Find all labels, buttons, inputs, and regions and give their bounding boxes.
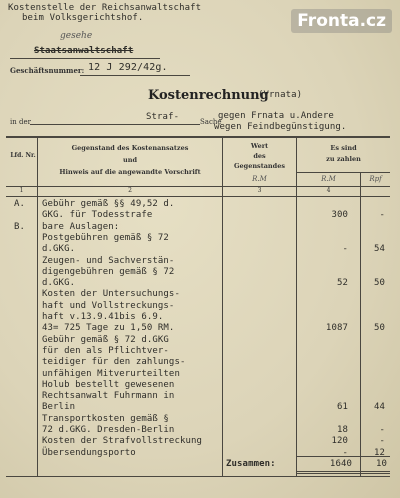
row-amount-rpf: 54 (373, 244, 385, 255)
colnum-3: 3 (257, 187, 262, 194)
row-text: Kosten der Untersuchungs- (42, 289, 180, 300)
row-text: Berlin (42, 402, 76, 413)
row-amount-rm: 52 (336, 278, 348, 289)
row-text: 72 d.GKG. Dresden-Berlin (42, 425, 175, 435)
struck-office-name: Staatsanwaltschaft (34, 46, 134, 56)
total-double-line-1 (296, 471, 390, 472)
row-text: unfähigen Mitverurteilten (42, 368, 180, 379)
table-colnum-border (6, 196, 390, 197)
header-col-value-2: des (253, 152, 266, 160)
row-amount-rm: 120 (331, 436, 348, 447)
row-text: d.GKG. (42, 278, 76, 289)
row-text: Holub bestellt gewesenen (42, 379, 175, 390)
row-amount-rm: 300 (331, 210, 348, 221)
row-amount-rm: 61 (336, 402, 348, 413)
row-text: Transportkosten gemäß § (42, 413, 169, 424)
row-text: Zeugen- und Sachverstän- (42, 255, 175, 266)
header-line-1: Kostenstelle der Reichsanwaltschaft (8, 3, 202, 13)
file-number-value: 12 J 292/42g. (88, 62, 168, 73)
case-against-line: gegen Frnata u.Andere (218, 111, 334, 121)
header-col-pay-unit-rpf: Rpf (369, 175, 382, 183)
row-text: Gebühr gemäß § 72 d.GKG (42, 334, 169, 345)
row-amount-rm: - (342, 447, 348, 458)
header-col-subject-2: und (123, 156, 137, 164)
total-double-line-2 (296, 473, 390, 474)
row-text: 43= 725 Tage zu 1,50 RM. (42, 323, 175, 334)
row-text: haft v.13.9.41bis 6.9. (42, 312, 164, 322)
row-text: Postgebühren gemäß § 72 (42, 232, 169, 243)
header-underline-1 (10, 58, 160, 59)
header-col-pay-unit-rm: R.M (321, 175, 336, 183)
total-rpf: 10 (375, 459, 387, 469)
row-number: A. (14, 199, 26, 209)
row-text: Kosten der Strafvollstreckung (42, 436, 203, 447)
header-col-value-1: Wert (250, 142, 269, 150)
row-text: bare Auslagen: (42, 221, 120, 232)
row-number: B. (14, 221, 26, 232)
amount-subheader-line (296, 172, 390, 173)
handwritten-mark: gesehe (60, 31, 93, 41)
document-title: Kostenrechnung (148, 88, 269, 103)
case-reason-line: wegen Feindbegünstigung. (214, 122, 347, 132)
header-col-pay-2: zu zahlen (326, 155, 361, 163)
header-col-value-unit: R.M (252, 175, 267, 183)
row-text: d.GKG. (42, 244, 76, 255)
table-top-border (6, 136, 390, 138)
file-number-underline (80, 75, 190, 76)
case-in-der-label: in der (10, 118, 31, 126)
row-text: haft und Vollstreckungs- (42, 300, 175, 311)
header-col-nr: Lfd. Nr. (10, 152, 36, 159)
total-rm: 1640 (329, 459, 352, 469)
header-col-subject-1: Gegenstand des Kostenansatzes (71, 144, 189, 152)
title-name: (Vrnata) (258, 90, 303, 100)
row-text: GKG. für Todesstrafe (42, 210, 153, 221)
colnum-1: 1 (19, 187, 24, 194)
case-underline (30, 124, 200, 125)
row-amount-rpf: - (379, 436, 385, 447)
row-amount-rm: - (342, 244, 348, 255)
row-amount-rm: 18 (336, 425, 348, 435)
colnum-4: 4 (326, 187, 331, 194)
header-col-subject-3: Hinweis auf die angewandte Vorschrift (59, 168, 201, 176)
row-text: Gebühr gemäß §§ 49,52 d. (42, 199, 175, 209)
header-line-2: beim Volksgerichtshof. (22, 13, 144, 23)
colnum-2: 2 (128, 187, 132, 194)
row-text: Rechtsanwalt Fuhrmann in (42, 391, 175, 402)
table-bottom-border (6, 476, 390, 477)
row-amount-rpf: 50 (373, 323, 385, 334)
header-col-value-3: Gegenstandes (233, 162, 286, 170)
row-amount-rpf: - (379, 210, 385, 221)
row-text: für den als Pflichtver- (42, 345, 169, 356)
case-type-value: Straf- (146, 112, 180, 122)
case-sache-label: Sache (200, 118, 222, 126)
row-amount-rm: 1087 (325, 323, 348, 334)
row-amount-rpf: 44 (373, 402, 385, 413)
file-number-label: Geschäftsnummer: (10, 66, 85, 75)
total-top-line (296, 456, 390, 457)
row-amount-rpf: 12 (373, 447, 385, 458)
total-label: Zusammen: (226, 459, 276, 469)
row-text: teidiger für den zahlungs- (42, 357, 186, 368)
row-text: Übersendungsporto (42, 447, 136, 458)
header-col-pay-1: Es sind (330, 144, 357, 152)
row-amount-rpf: - (379, 425, 385, 435)
row-amount-rpf: 50 (373, 278, 385, 289)
row-text: digengebühren gemäß § 72 (42, 266, 175, 277)
watermark-logo: Fronta.cz (291, 9, 392, 33)
